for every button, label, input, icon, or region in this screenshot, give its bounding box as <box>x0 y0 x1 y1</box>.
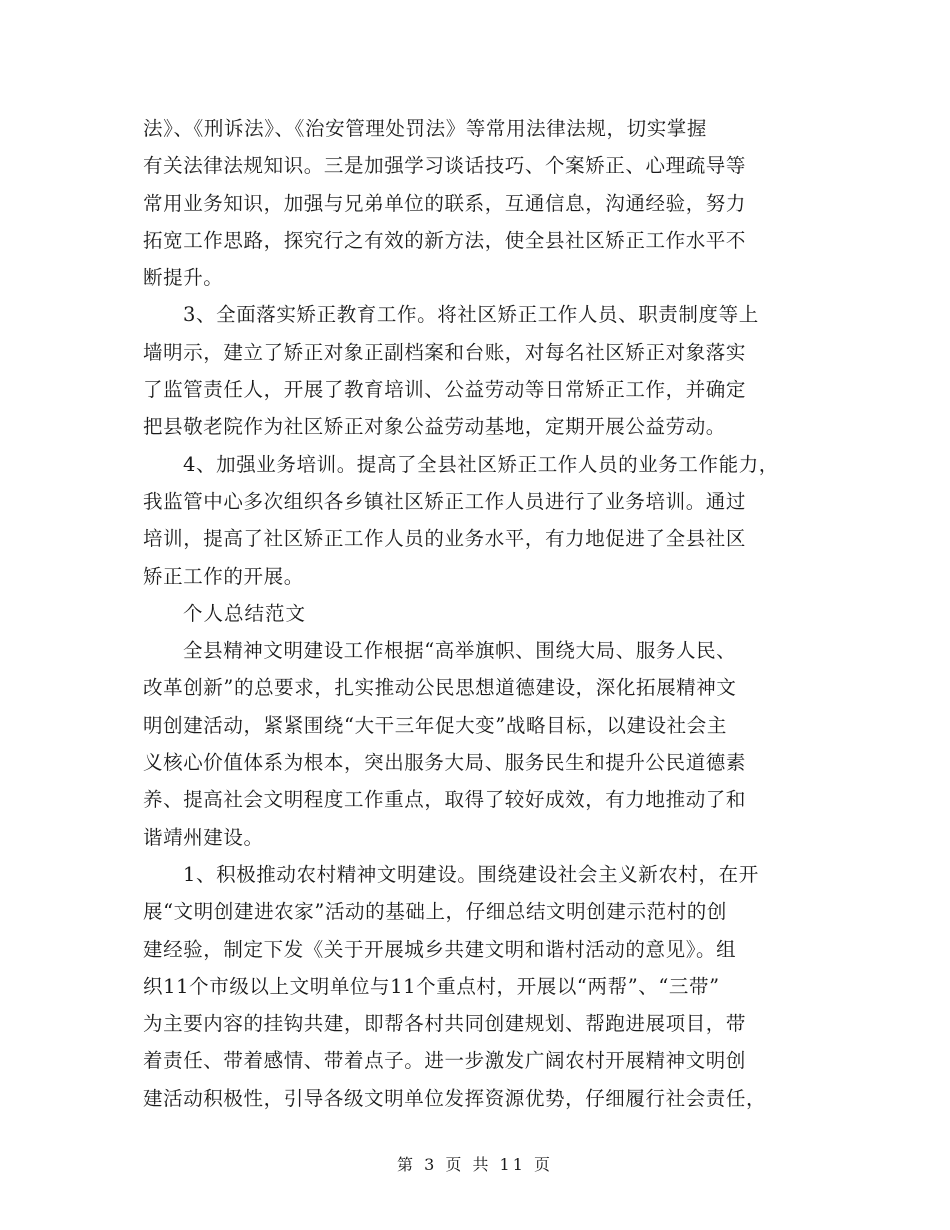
text-line: 了监管责任人，开展了教育培训、公益劳动等日常矫正工作，并确定 <box>143 378 747 402</box>
paragraph-start-line: 3、全面落实矫正教育工作。将社区矫正工作人员、职责制度等上 <box>183 303 759 327</box>
paragraph-start-line: 1、积极推动农村精神文明建设。围绕建设社会主义新农村，在开 <box>183 862 759 886</box>
paragraph-start-line: 4、加强业务培训。提高了全县社区矫正工作人员的业务工作能力， <box>183 452 779 476</box>
text-line: 有关法律法规知识。三是加强学习谈话技巧、个案矫正、心理疏导等 <box>143 154 747 178</box>
text-line: 建活动积极性，引导各级文明单位发挥资源优势，仔细履行社会责任， <box>143 1086 767 1110</box>
text-line: 我监管中心多次组织各乡镇社区矫正工作人员进行了业务培训。通过 <box>143 489 747 513</box>
text-line: 建经验，制定下发《关于开展城乡共建文明和谐村活动的意见》。组 <box>143 937 737 961</box>
paragraph-start-line: 全县精神文明建设工作根据“高举旗帜、围绕大局、服务人民、 <box>183 639 737 663</box>
text-line: 谐靖州建设。 <box>143 825 264 849</box>
text-line: 织11个市级以上文明单位与11个重点村，开展以“两帮”、“三带” <box>143 974 720 998</box>
text-line: 断提升。 <box>143 266 224 290</box>
text-line: 拓宽工作思路，探究行之有效的新方法，使全县社区矫正工作水平不 <box>143 228 747 252</box>
text-line: 把县敬老院作为社区矫正对象公益劳动基地，定期开展公益劳动。 <box>143 415 726 439</box>
text-line: 培训，提高了社区矫正工作人员的业务水平，有力地促进了全县社区 <box>143 527 747 551</box>
body-text <box>143 110 813 1117</box>
text-line: 常用业务知识，加强与兄弟单位的联系，互通信息，沟通经验，努力 <box>143 191 747 215</box>
text-line: 改革创新”的总要求，扎实推动公民思想道德建设，深化拓展精神文 <box>143 676 737 700</box>
text-line: 着责任、带着感情、带着点子。进一步激发广阔农村开展精神文明创 <box>143 1049 747 1073</box>
text-line: 矫正工作的开展。 <box>143 564 304 588</box>
text-line: 展“文明创建进农家”活动的基础上，仔细总结文明创建示范村的创 <box>143 900 727 924</box>
text-line: 法》、《刑诉法》、《治安管理处罚法》等常用法律法规，切实掌握 <box>143 117 708 140</box>
text-line: 养、提高社会文明程度工作重点，取得了较好成效，有力地推动了和 <box>143 788 747 812</box>
page-number-footer: 第 3 页 共 11 页 <box>397 1155 553 1174</box>
text-line: 义核心价值体系为根本，突出服务大局、服务民生和提升公民道德素 <box>143 751 747 775</box>
text-line: 明创建活动，紧紧围绕“大干三年促大变”战略目标，以建设社会主 <box>143 713 727 737</box>
text-line: 墙明示，建立了矫正对象正副档案和台账，对每名社区矫正对象落实 <box>143 340 747 364</box>
section-heading: 个人总结范文 <box>183 601 307 625</box>
text-line: 为主要内容的挂钩共建，即帮各村共同创建规划、帮跑进展项目，带 <box>143 1012 747 1036</box>
